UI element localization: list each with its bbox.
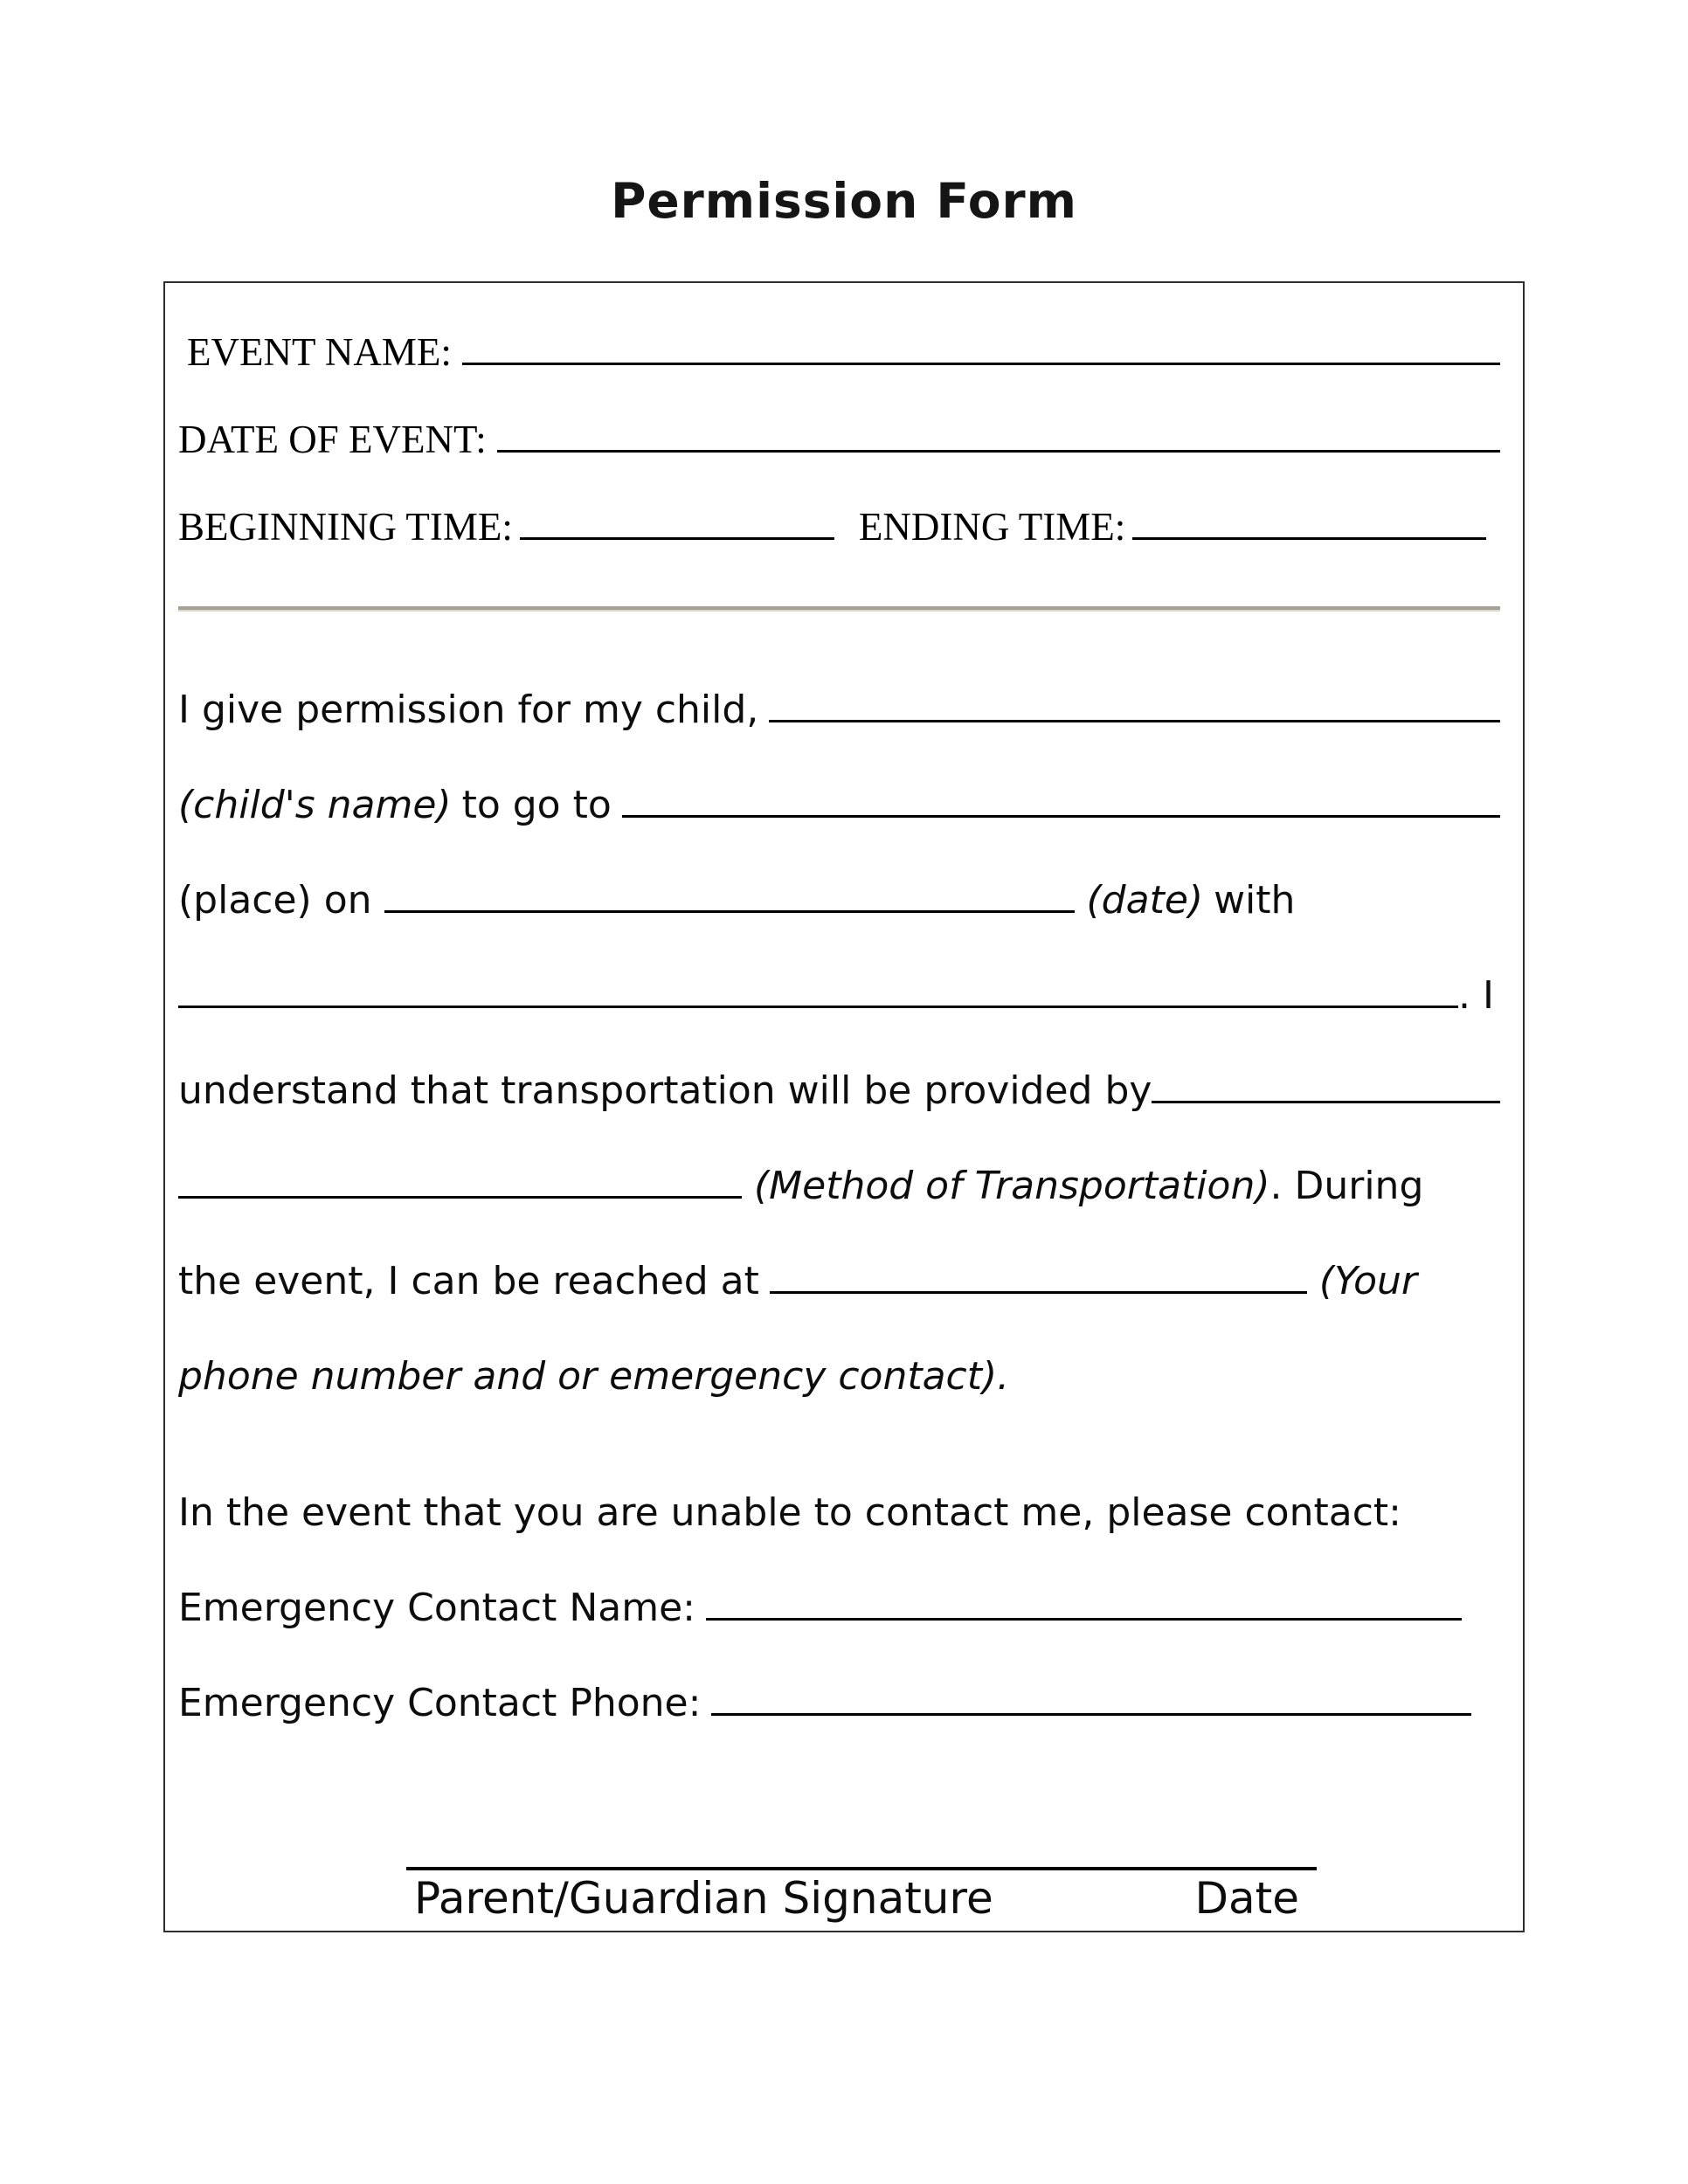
transportation-blank-1[interactable]	[1152, 1101, 1500, 1103]
child-name-caption: (child's name)	[178, 783, 452, 827]
body-line-2	[178, 757, 1500, 853]
signature-line[interactable]	[406, 1867, 1317, 1870]
emergency-contact-section	[178, 1465, 1500, 1751]
paragraph-gap	[178, 1424, 1500, 1465]
emergency-name-label: Emergency Contact Name:	[178, 1586, 695, 1630]
signature-label: Parent/Guardian Signature	[414, 1873, 993, 1924]
with-text: with	[1214, 878, 1296, 923]
date-blank[interactable]	[384, 910, 1075, 913]
times-row	[178, 483, 1500, 570]
permission-intro-text: I give permission for my child,	[178, 688, 759, 732]
form-box	[163, 281, 1525, 1932]
to-go-to-text: to go to	[461, 783, 612, 827]
section-divider	[178, 606, 1500, 612]
signature-labels	[406, 1874, 1317, 1923]
body-line-1	[178, 662, 1500, 757]
date-of-event-label: DATE OF EVENT:	[178, 418, 487, 461]
page-title: Permission Form	[611, 173, 1077, 229]
place-blank[interactable]	[622, 815, 1500, 818]
date-label: Date	[1194, 1873, 1299, 1924]
body-line-3	[178, 853, 1500, 948]
emergency-name-row	[178, 1560, 1500, 1655]
permission-paragraph	[178, 662, 1500, 1424]
chaperone-blank[interactable]	[178, 1006, 1458, 1008]
period-i-text: . I	[1458, 973, 1494, 1018]
transportation-blank-2[interactable]	[178, 1196, 742, 1199]
date-of-event-row	[178, 396, 1500, 483]
child-name-blank[interactable]	[769, 720, 1500, 722]
emergency-intro-line	[178, 1465, 1500, 1560]
date-caption: (date)	[1086, 878, 1204, 923]
ending-time-label: ENDING TIME:	[858, 505, 1126, 549]
event-name-row	[178, 308, 1500, 396]
beginning-time-label: BEGINNING TIME:	[178, 505, 513, 549]
event-name-label: EVENT NAME:	[187, 330, 452, 374]
emergency-phone-blank[interactable]	[711, 1713, 1471, 1716]
beginning-time-blank[interactable]	[520, 537, 834, 540]
body-line-4	[178, 948, 1500, 1043]
ending-time-blank[interactable]	[1132, 537, 1486, 540]
method-of-transportation-caption: (Method of Transportation)	[754, 1164, 1270, 1208]
phone-caption-end: phone number and or emergency contact).	[178, 1354, 1010, 1399]
emergency-phone-row	[178, 1655, 1500, 1751]
place-caption: (place) on	[178, 878, 372, 923]
body-line-6	[178, 1138, 1500, 1234]
body-line-7	[178, 1234, 1500, 1329]
transportation-text: understand that transportation will be provided by	[178, 1068, 1152, 1113]
body-line-5	[178, 1043, 1500, 1138]
event-name-blank[interactable]	[462, 363, 1500, 365]
reached-at-text: the event, I can be reached at	[178, 1259, 759, 1303]
phone-number-blank[interactable]	[770, 1291, 1307, 1294]
your-caption-start: (Your	[1318, 1259, 1418, 1303]
during-text: . During	[1269, 1164, 1424, 1208]
emergency-name-blank[interactable]	[706, 1618, 1462, 1621]
emergency-phone-label: Emergency Contact Phone:	[178, 1681, 702, 1725]
date-of-event-blank[interactable]	[497, 450, 1500, 453]
body-line-8	[178, 1329, 1500, 1424]
signature-block	[406, 1867, 1317, 1923]
emergency-intro-text: In the event that you are unable to contact me, please contact:	[178, 1490, 1401, 1535]
